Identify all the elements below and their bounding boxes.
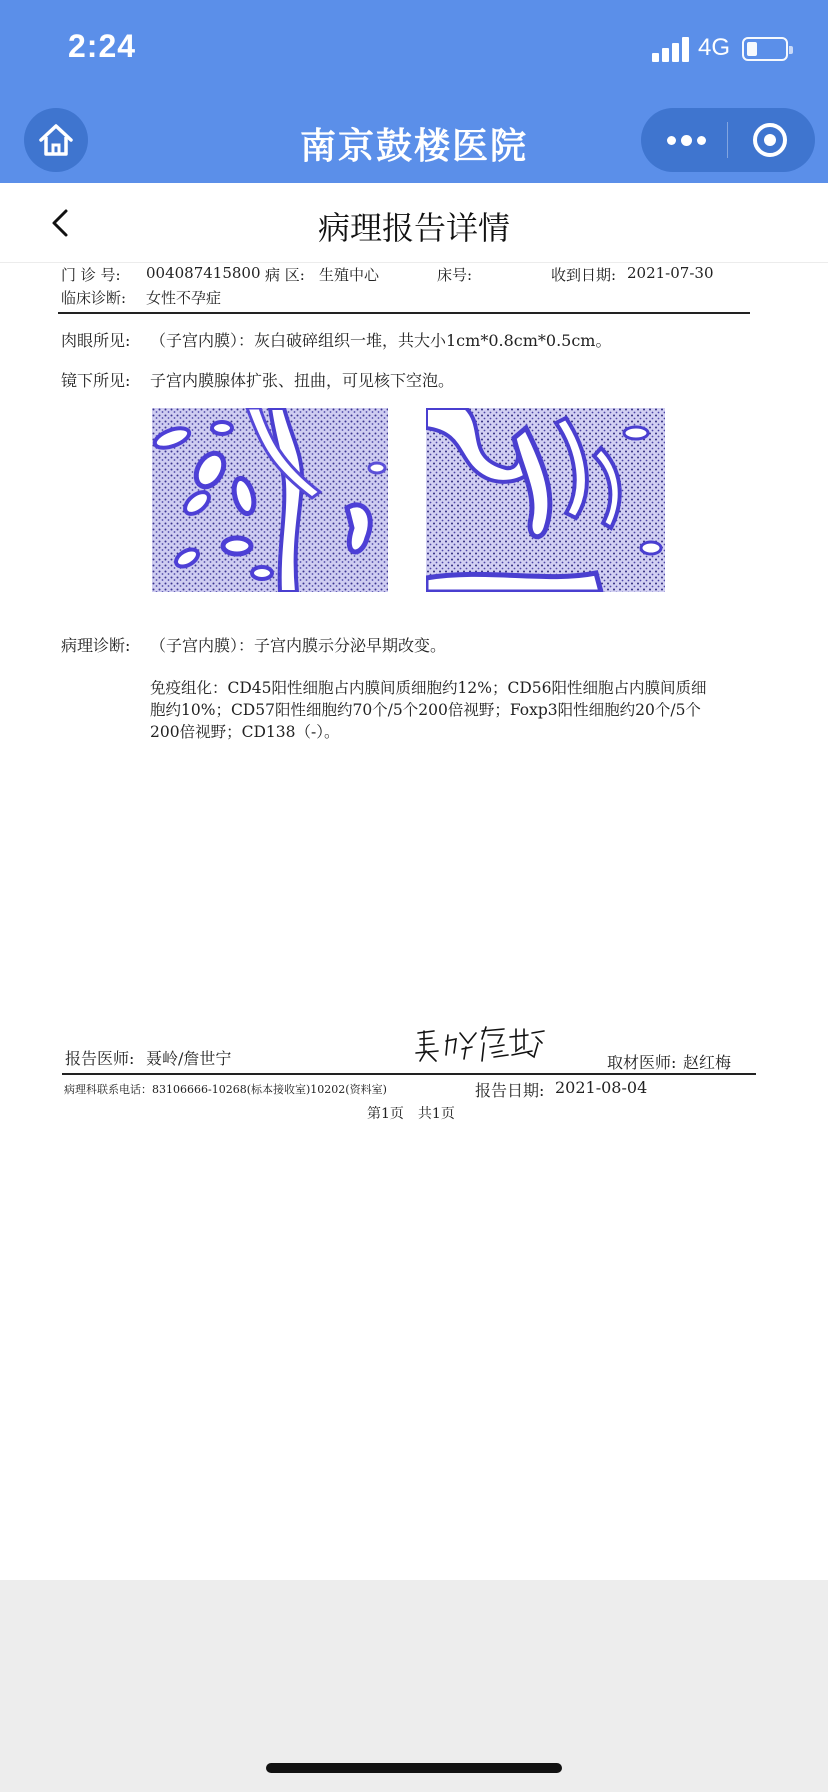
report-date: 2021-08-04 bbox=[555, 1078, 648, 1097]
report-date-label: 报告日期: bbox=[475, 1081, 545, 1100]
diagnosis-label: 病理诊断: bbox=[61, 636, 131, 655]
report-doctor-label: 报告医师: bbox=[65, 1049, 135, 1068]
status-time: 2:24 bbox=[68, 28, 137, 64]
pathology-diagnosis: （子宫内膜）：子宫内膜示分泌早期改变。 bbox=[150, 636, 447, 655]
network-type: 4G bbox=[698, 34, 731, 61]
ihc-line-1: 免疫组化：CD45阳性细胞占内膜间质细胞约12%；CD56阳性细胞占内膜间质细 bbox=[150, 679, 707, 697]
sampler-doctor: 赵红梅 bbox=[683, 1053, 732, 1072]
page-info: 第1页 共1页 bbox=[367, 1106, 455, 1122]
ward-label: 病 区: bbox=[265, 266, 305, 284]
micrograph-image-1 bbox=[152, 408, 397, 592]
bed-label: 床号: bbox=[437, 266, 473, 284]
doctor-signature bbox=[412, 1021, 547, 1065]
clinical-diagnosis: 女性不孕症 bbox=[146, 289, 222, 307]
gross-findings: （子宫内膜）：灰白破碎组织一堆，共大小1cm*0.8cm*0.5cm。 bbox=[150, 331, 612, 350]
sampler-label: 取材医师: bbox=[607, 1053, 677, 1072]
hospital-title: 南京鼓楼医院 bbox=[299, 126, 528, 167]
immunohistochemistry bbox=[150, 677, 722, 743]
target-icon[interactable] bbox=[753, 123, 787, 157]
outpatient-number: 004087415800 bbox=[146, 264, 261, 282]
contact-phone: 病理科联系电话：83106666-10268(标本接收室)10202(资料室) bbox=[64, 1083, 387, 1096]
gross-label: 肉眼所见: bbox=[61, 331, 131, 350]
home-indicator[interactable] bbox=[266, 1763, 562, 1773]
bottom-background bbox=[0, 1580, 828, 1792]
page-title: 病理报告详情 bbox=[317, 209, 510, 247]
page-nav-bar bbox=[0, 183, 828, 263]
app-header bbox=[0, 0, 828, 183]
cellular-signal-icon bbox=[652, 36, 692, 62]
micrograph-image-2 bbox=[426, 408, 671, 592]
miniprogram-capsule bbox=[641, 108, 815, 172]
divider bbox=[58, 312, 750, 314]
received-date: 2021-07-30 bbox=[627, 264, 714, 282]
microscopic-label: 镜下所见: bbox=[61, 371, 131, 390]
outpatient-label: 门 诊 号: bbox=[61, 266, 121, 284]
ward-value: 生殖中心 bbox=[319, 266, 380, 284]
received-date-label: 收到日期: bbox=[551, 266, 617, 284]
more-dots-icon[interactable] bbox=[665, 128, 709, 152]
report-doctor: 聂岭/詹世宁 bbox=[146, 1049, 232, 1068]
footer-divider bbox=[62, 1073, 756, 1075]
ihc-line-2: 胞约10%；CD57阳性细胞约70个/5个200倍视野；Foxp3阳性细胞约20个/5个 bbox=[150, 701, 701, 719]
microscopic-findings: 子宫内膜腺体扩张、扭曲，可见核下空泡。 bbox=[150, 371, 455, 390]
ihc-line-3: 200倍视野；CD138（-）。 bbox=[150, 723, 340, 741]
clinical-diagnosis-label: 临床诊断: bbox=[61, 289, 127, 307]
battery-icon bbox=[742, 37, 788, 61]
